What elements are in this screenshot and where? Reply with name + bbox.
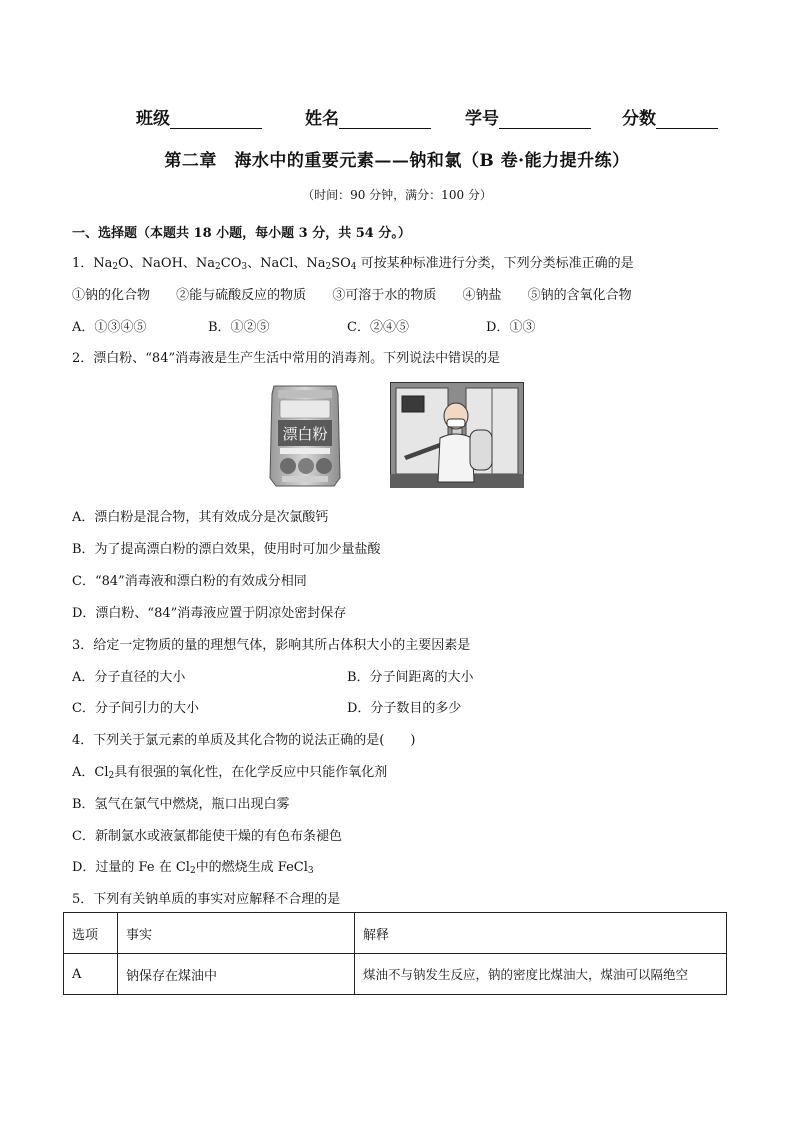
name-label: 姓名 xyxy=(305,109,339,129)
q2-option-c[interactable]: C．“84”消毒液和漂白粉的有效成分相同 xyxy=(72,574,307,589)
exam-subtitle: （时间：90 分钟，满分：100 分） xyxy=(302,188,492,202)
q1-option-a[interactable]: A．①③④⑤ xyxy=(72,320,147,335)
table-header-cell: 解释 xyxy=(355,913,727,954)
class-label: 班级 xyxy=(136,109,170,129)
table-cell: 钠保存在煤油中 xyxy=(118,954,355,995)
id-field[interactable] xyxy=(465,104,591,129)
q1-option-d[interactable]: D．①③ xyxy=(486,320,536,335)
score-blank[interactable] xyxy=(656,108,718,129)
table-cell: A xyxy=(64,954,118,995)
q2-stem: 2．漂白粉、“84”消毒液是生产生活中常用的消毒剂。下列说法中错误的是 xyxy=(72,351,501,366)
q2-option-a[interactable]: A．漂白粉是混合物，其有效成分是次氯酸钙 xyxy=(72,510,329,525)
class-field[interactable] xyxy=(136,104,262,129)
q3-option-a[interactable]: A．分子直径的大小 xyxy=(72,670,186,685)
q3-option-c[interactable]: C．分子间引力的大小 xyxy=(72,701,199,716)
q2-option-b[interactable]: B．为了提高漂白粉的漂白效果，使用时可加少量盐酸 xyxy=(72,542,381,557)
q5-stem: 5．下列有关钠单质的事实对应解释不合理的是 xyxy=(72,892,341,907)
q4-option-b[interactable]: B．氢气在氯气中燃烧，瓶口出现白雾 xyxy=(72,797,290,812)
bleach-powder-package-image xyxy=(268,382,342,488)
q4-option-d[interactable]: D．过量的 Fe 在 $Cl_2$中的燃烧生成 FeCl$_3$ xyxy=(72,860,314,876)
q3-option-b[interactable]: B．分子间距离的大小 xyxy=(347,670,474,685)
id-blank[interactable] xyxy=(499,108,591,129)
q3-stem: 3．给定一定物质的量的理想气体，影响其所占体积大小的主要因素是 xyxy=(72,638,471,653)
score-label: 分数 xyxy=(622,109,656,129)
q1-option-b[interactable]: B．①②⑤ xyxy=(208,320,270,335)
package-label-text: 漂白粉 xyxy=(282,425,328,443)
q4-option-c[interactable]: C．新制氯水或液氯都能使干燥的有色布条褪色 xyxy=(72,829,342,844)
class-blank[interactable] xyxy=(170,108,262,129)
elevator-disinfection-image xyxy=(390,382,524,488)
table-header-cell: 事实 xyxy=(118,913,355,954)
q4-stem: 4．下列关于氯元素的单质及其化合物的说法正确的是( ) xyxy=(72,733,416,748)
name-field[interactable] xyxy=(305,104,431,129)
q1-item-1: ①钠的化合物 xyxy=(72,288,151,303)
table-cell: 煤油不与钠发生反应，钠的密度比煤油大，煤油可以隔绝空 xyxy=(355,954,727,995)
q1-item-2: ②能与硫酸反应的物质 xyxy=(176,288,307,303)
student-info-row xyxy=(0,104,794,132)
q1-item-3: ③可溶于水的物质 xyxy=(332,288,437,303)
q1-stem: 1．$Na_2O$、NaOH、$Na_2CO_3$、NaCl、$Na_2SO_4$ 可按某种标准进行分类，下列分类标准正确的是 xyxy=(72,256,634,272)
q3-option-d[interactable]: D．分子数目的多少 xyxy=(347,701,462,716)
table-header-cell: 选项 xyxy=(64,913,118,954)
score-field[interactable] xyxy=(622,104,718,129)
q5-table xyxy=(63,912,727,995)
table-header-row xyxy=(64,913,727,954)
q2-option-d[interactable]: D．漂白粉、“84”消毒液应置于阴凉处密封保存 xyxy=(72,606,347,621)
name-blank[interactable] xyxy=(339,108,431,129)
id-label: 学号 xyxy=(465,109,499,129)
q4-option-a[interactable]: A．$Cl_2$具有很强的氧化性，在化学反应中只能作氧化剂 xyxy=(72,765,388,781)
table-row xyxy=(64,954,727,995)
q1-item-4: ④钠盐 xyxy=(462,288,502,303)
chapter-title: 第二章 海水中的重要元素——钠和氯（B 卷·能力提升练） xyxy=(164,151,630,171)
q1-item-5: ⑤钠的含氧化合物 xyxy=(527,288,632,303)
q1-items xyxy=(72,284,632,303)
section-heading: 一、选择题（本题共 18 小题，每小题 3 分，共 54 分。） xyxy=(72,226,411,241)
q1-option-c[interactable]: C．②④⑤ xyxy=(347,320,409,335)
